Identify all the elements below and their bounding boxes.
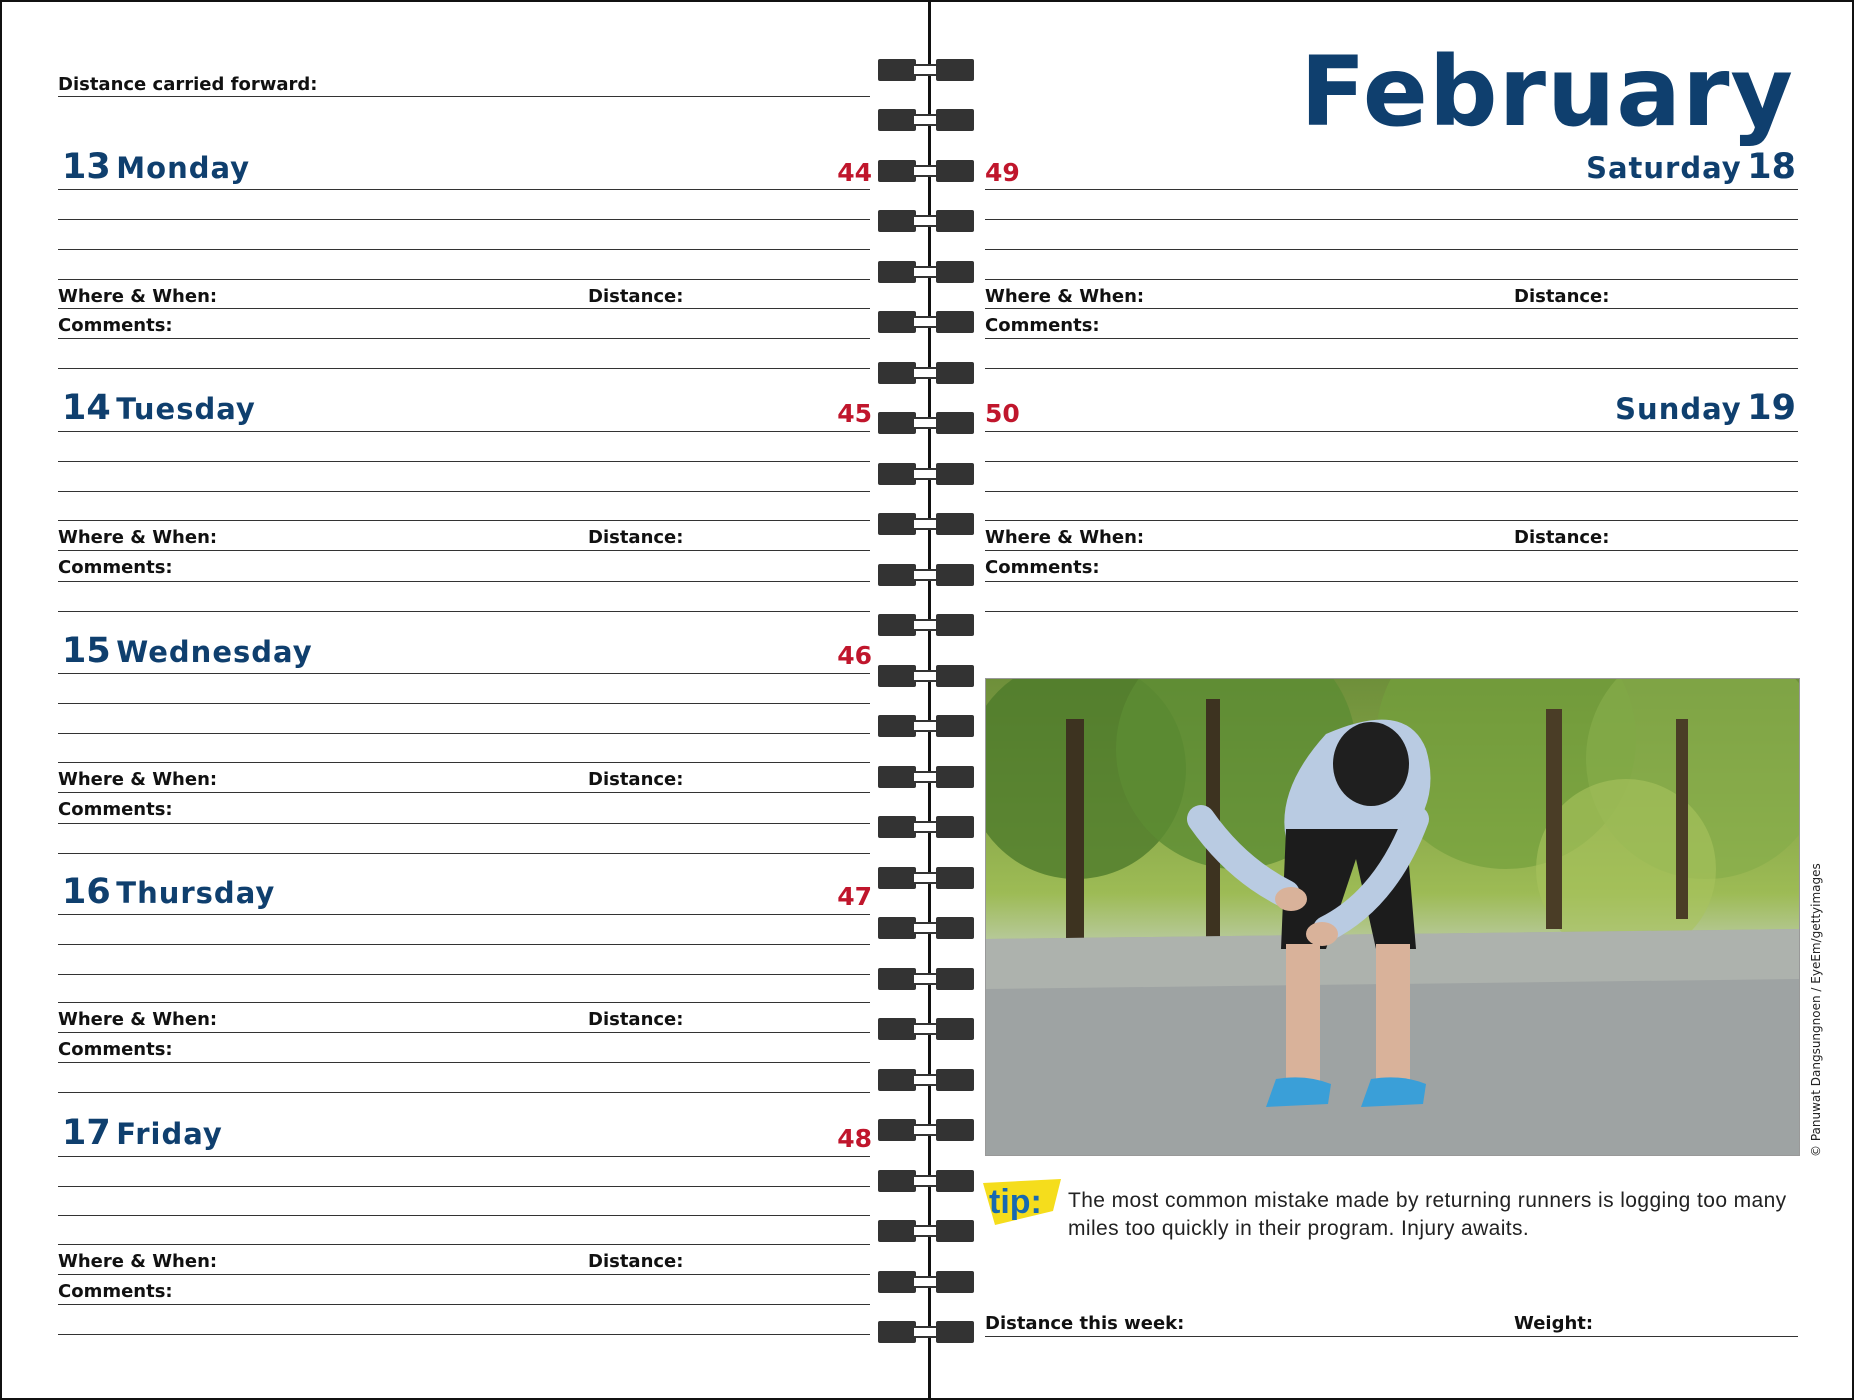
day-name: Sunday <box>1615 392 1742 426</box>
spiral-coil-icon <box>878 311 974 333</box>
comments-line[interactable] <box>58 1062 870 1063</box>
comments-label: Comments: <box>58 1039 173 1060</box>
heading-rule <box>985 189 1798 190</box>
distance-label: Distance: <box>1514 527 1610 548</box>
heading-rule <box>985 431 1798 432</box>
week-summary-line[interactable] <box>985 1336 1798 1337</box>
where-when-label: Where & When: <box>985 286 1145 307</box>
spiral-coil-icon <box>878 766 974 788</box>
note-line[interactable] <box>985 520 1798 521</box>
note-line[interactable] <box>985 279 1798 280</box>
day-of-year: 44 <box>837 158 872 187</box>
distance-label: Distance: <box>588 1009 684 1030</box>
day-number: 16 <box>62 872 111 912</box>
spiral-coil-icon <box>878 1018 974 1040</box>
distance-label: Distance: <box>1514 286 1610 307</box>
where-when-label: Where & When: <box>58 1251 218 1272</box>
comments-label: Comments: <box>985 315 1100 336</box>
day-number: 15 <box>62 631 111 671</box>
comments-label: Comments: <box>58 315 173 336</box>
comments-line[interactable] <box>58 853 870 854</box>
where-when-line[interactable] <box>58 308 870 309</box>
spiral-coil-icon <box>878 816 974 838</box>
note-line[interactable] <box>58 219 870 220</box>
day-number: 19 <box>1747 388 1796 428</box>
note-line[interactable] <box>58 762 870 763</box>
spiral-coil-icon <box>878 261 974 283</box>
where-when-line[interactable] <box>58 1274 870 1275</box>
spiral-coil-icon <box>878 109 974 131</box>
day-of-year: 45 <box>837 399 872 428</box>
where-when-line[interactable] <box>58 550 870 551</box>
right-page: February 49 Saturday 18 Where & When: Distance: Comments: 50 Sunday 19 Where & When: Distance: Comments: © Panuwat Dangsungnoen / EyeEm/gettyimages tip: The most common mistake made by returning runners is logging too many miles too quickly in their program. Injury awaits. Distance this week: Weight: <box>931 2 1852 1398</box>
comments-line[interactable] <box>58 581 870 582</box>
comments-line[interactable] <box>985 611 1798 612</box>
spiral-coil-icon <box>878 564 974 586</box>
comments-label: Comments: <box>58 799 173 820</box>
spiral-coil-icon <box>878 59 974 81</box>
where-when-line[interactable] <box>985 550 1798 551</box>
note-line[interactable] <box>58 520 870 521</box>
spiral-coil-icon <box>878 210 974 232</box>
spiral-coil-icon <box>878 412 974 434</box>
where-when-label: Where & When: <box>58 1009 218 1030</box>
day-name: Friday <box>116 1117 223 1151</box>
day-heading <box>62 388 256 428</box>
note-line[interactable] <box>58 1002 870 1003</box>
comments-line[interactable] <box>985 581 1798 582</box>
day-number: 13 <box>62 147 111 187</box>
where-when-label: Where & When: <box>58 286 218 307</box>
carried-forward-line[interactable] <box>58 96 870 97</box>
day-heading <box>62 147 251 187</box>
heading-rule <box>58 189 870 190</box>
where-when-line[interactable] <box>58 1032 870 1033</box>
day-number: 14 <box>62 388 111 428</box>
spiral-coil-icon <box>878 1069 974 1091</box>
where-when-label: Where & When: <box>58 769 218 790</box>
note-line[interactable] <box>58 279 870 280</box>
left-page <box>2 2 931 1398</box>
comments-line[interactable] <box>58 1334 870 1335</box>
spiral-coil-icon <box>878 463 974 485</box>
day-name: Tuesday <box>116 392 256 426</box>
runner-photo <box>985 678 1800 1156</box>
day-of-year: 46 <box>837 641 872 670</box>
spiral-coil-icon <box>878 715 974 737</box>
day-number: 17 <box>62 1113 111 1153</box>
comments-line[interactable] <box>58 1092 870 1093</box>
comments-line[interactable] <box>58 338 870 339</box>
spiral-coil-icon <box>878 513 974 535</box>
day-of-year: 48 <box>837 1124 872 1153</box>
note-line[interactable] <box>58 1186 870 1187</box>
spiral-coil-icon <box>878 1170 974 1192</box>
day-heading <box>1586 147 1796 187</box>
day-of-year: 47 <box>837 882 872 911</box>
where-when-line[interactable] <box>985 308 1798 309</box>
day-of-year: 50 <box>985 399 1020 428</box>
tip-text: The most common mistake made by returning runners is logging too many miles too quickly in their program. Injury awaits. <box>1068 1189 1787 1240</box>
spiral-coil-icon <box>878 867 974 889</box>
spiral-coil-icon <box>878 1321 974 1343</box>
distance-label: Distance: <box>588 769 684 790</box>
note-line[interactable] <box>58 461 870 462</box>
spiral-coil-icon <box>878 614 974 636</box>
day-name: Saturday <box>1586 151 1742 185</box>
where-when-label: Where & When: <box>58 527 218 548</box>
comments-label: Comments: <box>58 1281 173 1302</box>
note-line[interactable] <box>58 249 870 250</box>
note-line[interactable] <box>985 461 1798 462</box>
note-line[interactable] <box>58 1244 870 1245</box>
comments-label: Comments: <box>58 557 173 578</box>
tip-badge-icon <box>975 1177 1065 1225</box>
where-when-line[interactable] <box>58 792 870 793</box>
spiral-coil-icon <box>878 917 974 939</box>
note-line[interactable] <box>985 249 1798 250</box>
note-line[interactable] <box>58 733 870 734</box>
note-line[interactable] <box>58 703 870 704</box>
comments-label: Comments: <box>985 557 1100 578</box>
where-when-label: Where & When: <box>985 527 1145 548</box>
note-line[interactable] <box>58 944 870 945</box>
comments-line[interactable] <box>985 368 1798 369</box>
day-heading <box>62 872 276 912</box>
distance-label: Distance: <box>588 1251 684 1272</box>
day-heading <box>62 1113 223 1153</box>
day-of-year: 49 <box>985 158 1020 187</box>
spiral-coil-icon <box>878 362 974 384</box>
heading-rule <box>58 673 870 674</box>
spiral-coil-icon <box>878 1119 974 1141</box>
comments-line[interactable] <box>58 823 870 824</box>
distance-this-week-label: Distance this week: <box>985 1313 1185 1334</box>
note-line[interactable] <box>58 491 870 492</box>
comments-line[interactable] <box>58 1304 870 1305</box>
day-heading <box>1615 388 1796 428</box>
note-line[interactable] <box>985 491 1798 492</box>
day-number: 18 <box>1747 147 1796 187</box>
spiral-coil-icon <box>878 1271 974 1293</box>
distance-label: Distance: <box>588 527 684 548</box>
distance-label: Distance: <box>588 286 684 307</box>
month-title: February <box>1300 36 1794 148</box>
heading-rule <box>58 914 870 915</box>
day-heading <box>62 631 313 671</box>
weight-label: Weight: <box>1514 1313 1594 1334</box>
day-name: Monday <box>116 151 251 185</box>
note-line[interactable] <box>58 974 870 975</box>
note-line[interactable] <box>985 219 1798 220</box>
tip-badge <box>975 1177 1065 1225</box>
day-name: Wednesday <box>116 635 313 669</box>
tip-badge-text: tip: <box>989 1183 1042 1221</box>
comments-line[interactable] <box>58 368 870 369</box>
heading-rule <box>58 1156 870 1157</box>
spiral-coil-icon <box>878 665 974 687</box>
note-line[interactable] <box>58 1215 870 1216</box>
day-name: Thursday <box>116 876 276 910</box>
runner-stretching-illustration <box>986 679 1799 1155</box>
spiral-coil-icon <box>878 160 974 182</box>
carried-forward-label: Distance carried forward: <box>58 74 318 95</box>
comments-line[interactable] <box>985 338 1798 339</box>
comments-line[interactable] <box>58 611 870 612</box>
spiral-coil-icon <box>878 1220 974 1242</box>
heading-rule <box>58 431 870 432</box>
spiral-coil-icon <box>878 968 974 990</box>
